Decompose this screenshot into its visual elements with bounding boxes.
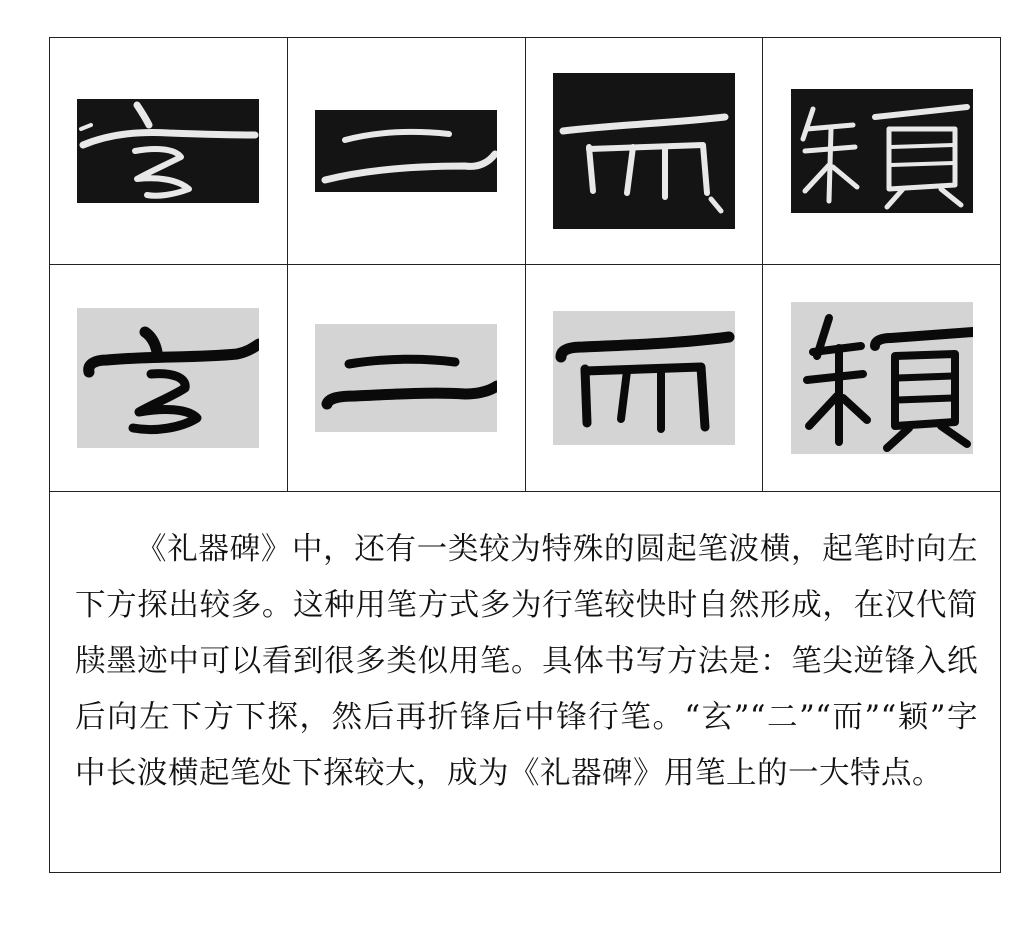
calligraphy-comparison-table (49, 37, 1001, 873)
rubbing-cell-er (287, 38, 525, 265)
caption-row (50, 492, 1001, 873)
brush-background (315, 324, 497, 432)
caption-paragraph: 《礼器碑》中，还有一类较为特殊的圆起笔波横，起笔时向左下方探出较多。这种用笔方式多为行笔较快时自然形成，在汉代简牍墨迹中可以看到很多类似用笔。具体书写方法是：笔尖逆锋入纸后向左下方下探，然后再折锋后中锋行笔。“玄”“二”“而”“颖”字中长波横起笔处下探较大，成为《礼器碑》用笔上的一大特点。 (75, 532, 978, 791)
brush-cell-xuan (50, 265, 288, 492)
rubbing-background (553, 73, 735, 229)
brush-cell-ying (763, 265, 1001, 492)
rubbing-image-ying (791, 89, 973, 213)
brush-cell-er2 (525, 265, 763, 492)
rubbing-image-xuan (77, 99, 259, 203)
caption-cell (50, 492, 1001, 873)
rubbing-cell-xuan (50, 38, 288, 265)
brush-cell-er (287, 265, 525, 492)
brush-image-xuan (77, 308, 259, 448)
rubbing-image-er (315, 110, 497, 192)
rubbing-row (50, 38, 1001, 265)
rubbing-cell-ying (763, 38, 1001, 265)
brush-sample-row (50, 265, 1001, 492)
brush-image-er2 (553, 311, 735, 445)
rubbing-image-er2 (553, 73, 735, 229)
brush-image-ying (791, 302, 973, 454)
rubbing-cell-er2 (525, 38, 763, 265)
brush-image-er (315, 324, 497, 432)
